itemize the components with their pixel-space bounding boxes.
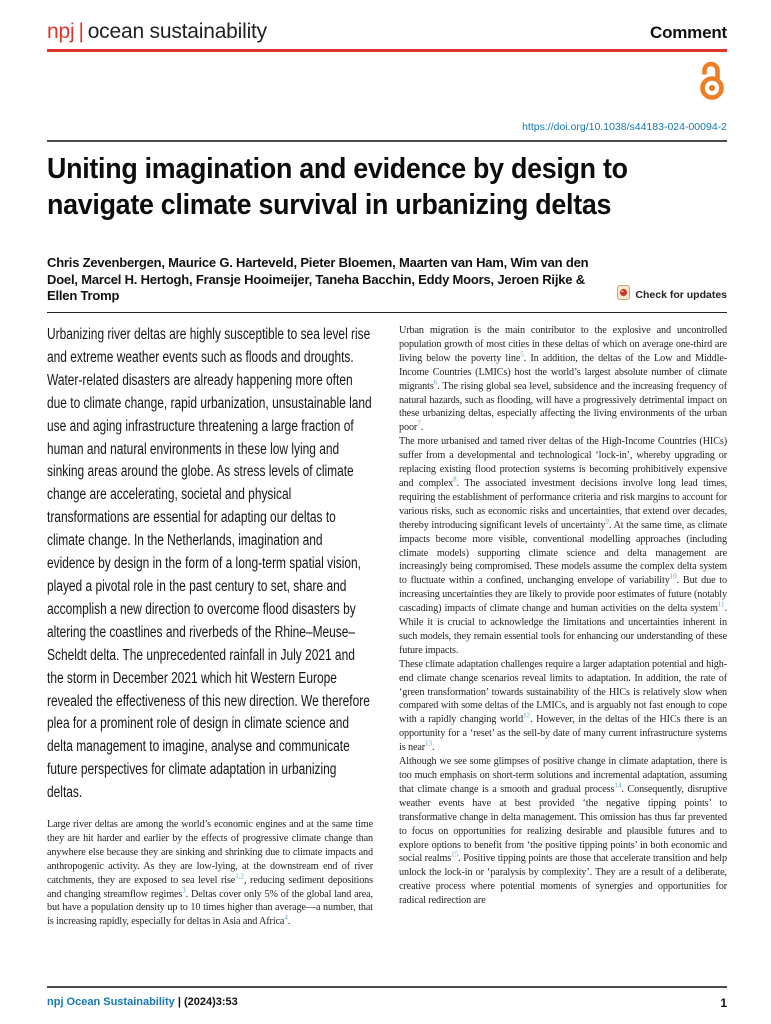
reference-superscript[interactable]: 3	[182, 886, 186, 895]
page-title: Uniting imagination and evidence by design to navigate climate survival in urbanizing deltas	[47, 153, 628, 221]
journal-name: ocean sustainability	[87, 20, 267, 43]
open-access-icon	[697, 61, 727, 101]
masthead	[47, 20, 727, 44]
intro-paragraph: Large river deltas are among the world’s economic engines and at the same time they are hit harder and earlier by the effects of progressive climate change than anywhere else because they are sinking and shrinking due to climate impacts and anthropogenic activity. As they are low-lying, at the downstream end of river catchments, they are exposed to sea level rise$^{1,2}$, reducing sediment depositions and changing streamflow regimes$^3$. Deltas cover only 5% of the global land area, but have a population density up to 10 times higher than average—a number, that is increasing rapidly, especially for deltas in Asia and Africa$^4$.	[47, 819, 373, 928]
article-type-label: Comment	[650, 23, 727, 42]
abstract-text: Urbanizing river deltas are highly susceptible to sea level rise and extreme weather events such as floods and droughts. Water-related disasters are already happening more often due to climate change, rapid urbanization, unsustainable land use and aging infrastructure threatening a large fraction of human and natural environments in these low lying and sinking areas around the globe. As stress levels of climate change are accelerating, societal and physical transformations are essential for adapting our deltas to climate change. In the Netherlands, imagination and evidence by design in the form of a long-term spatial vision, played a pivotal role in the past century to set, share and accomplish a new direction to overcome flood disasters by altering the coastlines and riverbeds of the Rhine–Meuse–Scheldt delta. The unprecedented rainfall in July 2021 and the storm in December 2021 which hit Western Europe revealed the effectiveness of this new direction. We therefore plea for a prominent role of design in climate science and delta management to imagine, analyse and communicate future perspectives for climate adaptation in urbanizing deltas.	[47, 326, 372, 802]
doi-row	[47, 117, 727, 135]
doi-link[interactable]: https://doi.org/10.1038/s44183-024-00094-2	[522, 121, 727, 133]
author-list: Chris Zevenbergen, Maurice G. Harteveld, Pieter Bloemen, Maarten van Ham, Wim van den Doel, Marcel H. Hertogh, Fransje Hooimeijer, Taneha Bacchin, Eddy Moors, Jeroen Rijke & Ellen Tromp	[47, 255, 589, 303]
reference-superscript[interactable]: 15	[451, 851, 459, 860]
body-paragraph: These climate adaptation challenges require a larger adaptation potential and high-end climate change scenarios reveal limits to adaptation. In addition, the rate of ‘green transformation’ towards sustainability of the HICs is relatively slow when compared with some deltas of the LMICs, and is arguably not fast enough to cope with a rapidly changing world$^{12}$. However, in the deltas of the HICs there is an opportunity for a ‘reset’ as the sell-by date of many current infrastructure systems is near$^{13}$.	[399, 658, 728, 754]
check-for-updates-button[interactable]	[617, 285, 727, 305]
reference-superscript[interactable]: 10	[669, 572, 677, 581]
masthead-rule	[47, 49, 727, 52]
reference-superscript[interactable]: 12	[523, 711, 531, 720]
reference-superscript[interactable]: 11	[717, 600, 725, 609]
journal-logo	[47, 20, 267, 44]
journal-separator: |	[78, 20, 84, 43]
crossmark-icon	[617, 285, 630, 305]
check-for-updates-label: Check for updates	[635, 288, 727, 301]
body-paragraph: Although we see some glimpses of positive change in climate adaptation, there is too much emphasis on short-term solutions and incremental adaptation, assuming that climate change is a smooth and gradual process$^{14}$. Consequently, disruptive weather events have at best provided ‘the negative tipping points’ to transformative change in delta management. This omission has thus far prevented to focus on opportunities for realizing desirable and plausible futures and to explore options to benefit from ‘the positive tipping points’ in both economic and social realms$^{15}$. Positive tipping points are those that accelerate transition and help unlock the lock-in or ‘paralysis by complexity’. They are a result of a deliberate, creative process where potential moments of synergies and opportunities for radical redirection are	[399, 756, 727, 907]
right-column	[399, 324, 727, 929]
byline-rule	[47, 312, 727, 314]
left-column	[47, 324, 373, 929]
reference-superscript[interactable]: 4	[284, 913, 288, 922]
page-number: 1	[720, 996, 727, 1010]
reference-superscript[interactable]: 6	[433, 378, 438, 387]
footer-journal-link[interactable]: npj Ocean Sustainability	[47, 996, 175, 1008]
title-top-rule	[47, 140, 727, 142]
reference-superscript[interactable]: 9	[605, 517, 609, 526]
body-paragraph: Urban migration is the main contributor to the explosive and uncontrolled population growth of most cities in these deltas of which on average one-third are living below the poverty line$^5$. In addition, the deltas of the Low and Middle-Income Countries (LMICs) host the world’s largest absolute number of climate migrants$^6$. The rising global sea level, subsidence and the increasing frequency of natural hazards, such as flooding, will have a progressively detrimental impact on these urbanizing deltas, especially affecting the living environments of the urban poor$^7$.	[399, 325, 727, 434]
page-footer	[47, 986, 727, 1010]
body-paragraph: The more urbanised and tamed river deltas of the High-Income Countries (HICs) suffer from a developmental and technological ‘lock-in’, whereby upgrading or replacing existing flood protection systems is becoming prohibitively expensive and complex$^8$. The associated investment decisions involve long lead times, requiring the establishment of performance criteria and risk margins to account for various risks, such as economic risks and uncertainties, that extend over decades, thereby introducing significant levels of uncertainty$^9$. At the same time, as climate impacts become more visible, conventional modelling approaches (including climate models) supporting climate science and delta management are increasingly being compromised. These models assume the complex delta system to fluctuate within a confined, unchanging envelope of variability$^{10}$. But due to increasing uncertainties they are likely to provide poor estimates of future (notably cascading) impacts of climate change and human activities on the delta system$^{11}$. While it is crucial to acknowledge the limitations and uncertainties inherent in such models, they remain essential tools for enhancing our understanding of these future impacts.	[399, 436, 728, 656]
reference-superscript[interactable]: 14	[614, 781, 622, 790]
open-access-row	[47, 61, 727, 101]
reference-superscript[interactable]: 13	[425, 739, 433, 748]
reference-superscript[interactable]: 8	[453, 475, 457, 484]
reference-superscript[interactable]: 5	[520, 350, 524, 359]
reference-superscript[interactable]: 7	[417, 419, 421, 428]
journal-prefix: npj	[47, 20, 75, 43]
footer-rule	[47, 986, 727, 988]
article-body	[47, 324, 727, 929]
byline-row	[47, 255, 727, 305]
footer-citation: | (2024)3:53	[177, 996, 238, 1008]
reference-superscript[interactable]: 1,2	[235, 872, 244, 881]
